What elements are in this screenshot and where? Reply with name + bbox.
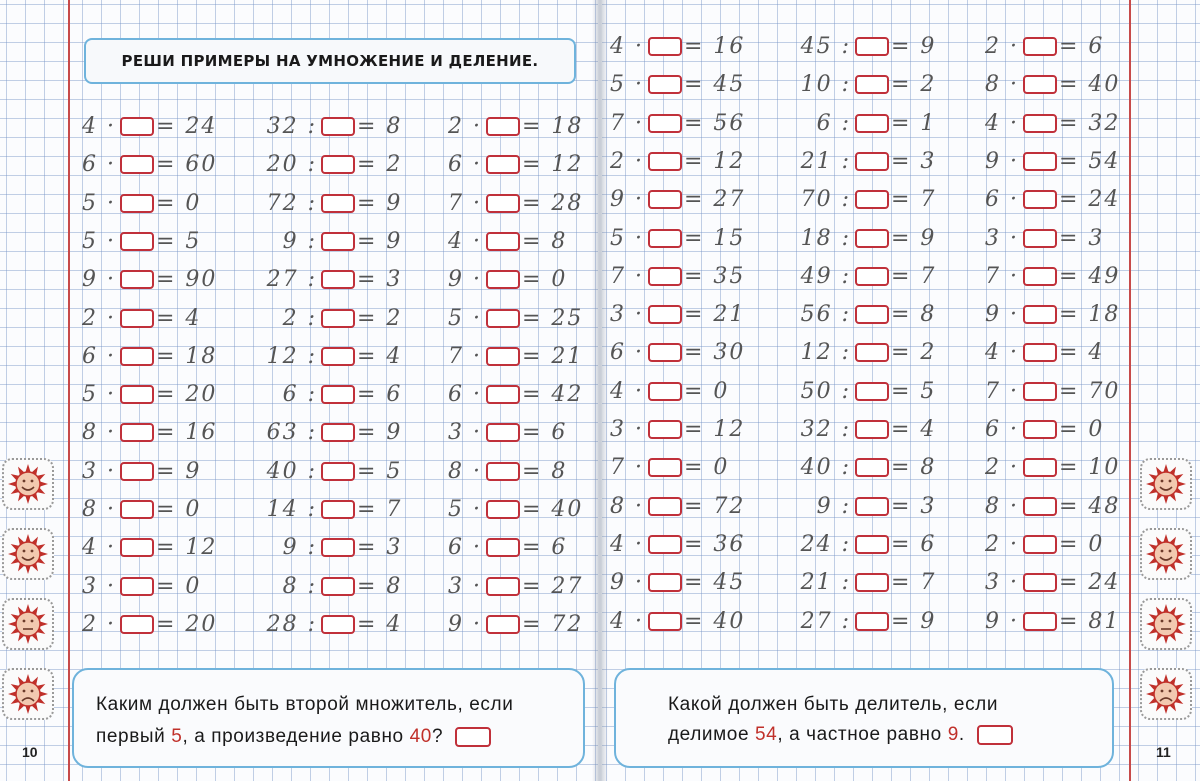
- equation-right-side: = 27: [684, 187, 746, 213]
- question-text: делимое: [668, 724, 755, 745]
- equation-right-side: = 0: [156, 190, 202, 216]
- equation-left-side: 8 ·: [985, 72, 1019, 98]
- equation-left-side: 24 :: [800, 531, 851, 557]
- equation-right-side: = 4: [357, 611, 403, 637]
- equation-row: [0, 338, 1200, 368]
- equation-left-side: 9 :: [282, 535, 317, 561]
- equation-row: [0, 109, 1200, 139]
- equation-right-side: = 40: [1059, 72, 1121, 98]
- equation-right-side: = 20: [156, 382, 218, 408]
- equation-right-side: = 20: [156, 611, 218, 637]
- equation-left-side: 4 ·: [610, 531, 644, 557]
- equation-left-side: 6 ·: [610, 340, 644, 366]
- equation-left-side: 2 ·: [82, 305, 116, 331]
- equation-right-side: = 6: [891, 531, 937, 557]
- answer-box[interactable]: [1023, 535, 1057, 554]
- equation-row: [0, 607, 1200, 637]
- answer-box[interactable]: [1023, 612, 1057, 631]
- equation-left-side: 7 ·: [448, 190, 482, 216]
- question-text: , а частное равно: [777, 724, 948, 745]
- equation-right-side: = 0: [684, 455, 730, 481]
- equation-row: [0, 300, 1200, 330]
- equation-left-side: 3 ·: [610, 302, 644, 328]
- equation-right-side: = 10: [1059, 455, 1121, 481]
- equation-left-side: 7 ·: [610, 110, 644, 136]
- equation-right-side: = 3: [357, 267, 403, 293]
- equation-right-side: = 9: [156, 458, 202, 484]
- equation-left-side: 6 ·: [448, 535, 482, 561]
- answer-box[interactable]: [1023, 573, 1057, 592]
- equation-row: [0, 70, 1200, 100]
- page-number-left: 10: [22, 744, 38, 760]
- equation-right-side: = 7: [891, 570, 937, 596]
- equation-left-side: 49 :: [800, 263, 851, 289]
- equation-right-side: = 8: [891, 455, 937, 481]
- equation-left-side: 7 ·: [985, 378, 1019, 404]
- equation-left-side: 3 ·: [82, 573, 116, 599]
- equation-right-side: = 32: [1059, 110, 1121, 136]
- equation-left-side: 20 :: [266, 152, 317, 178]
- question-number: 54: [755, 724, 778, 745]
- equation-left-side: 3 ·: [985, 225, 1019, 251]
- equation-left-side: 14 :: [266, 497, 317, 522]
- equation-left-side: 5 ·: [82, 382, 116, 408]
- equation-right-side: = 0: [1059, 417, 1105, 442]
- equation-right-side: = 8: [522, 228, 568, 254]
- equation-left-side: 7 ·: [985, 263, 1019, 289]
- equation-right-side: = 2: [357, 152, 403, 178]
- equation-right-side: = 7: [357, 497, 403, 522]
- equation-left-side: 12 :: [266, 343, 317, 369]
- equation-row: [0, 492, 1200, 522]
- equation-left-side: 9 ·: [985, 302, 1019, 328]
- equation-right-side: = 16: [684, 34, 746, 59]
- equation-right-side: = 4: [891, 417, 937, 442]
- equation-left-side: 5 ·: [82, 228, 116, 254]
- equation-left-side: 9 ·: [610, 187, 644, 213]
- answer-box[interactable]: [1023, 267, 1057, 286]
- equation-left-side: 6 ·: [448, 152, 482, 178]
- equation-row: [0, 224, 1200, 254]
- equation-right-side: = 8: [357, 114, 403, 139]
- equation-left-side: 7 ·: [610, 455, 644, 481]
- sun-sad-icon[interactable]: [2, 668, 54, 720]
- equation-right-side: = 6: [522, 535, 568, 561]
- equation-right-side: = 49: [1059, 263, 1121, 289]
- equation-left-side: 63 :: [266, 420, 317, 446]
- equation-right-side: = 8: [522, 458, 568, 484]
- equation-right-side: = 18: [1059, 302, 1121, 328]
- equation-left-side: 6 :: [816, 110, 851, 136]
- equation-left-side: 6 ·: [985, 187, 1019, 213]
- equation-left-side: 50 :: [800, 378, 851, 404]
- equation-right-side: = 2: [357, 305, 403, 331]
- question-number: 40: [409, 726, 432, 747]
- sun-neutral-icon[interactable]: [1140, 598, 1192, 650]
- equation-left-side: 3 ·: [985, 570, 1019, 596]
- equation-right-side: = 9: [891, 34, 937, 59]
- question-text: ?: [431, 726, 444, 747]
- equation-left-side: 7 ·: [448, 343, 482, 369]
- question-number: 5: [171, 726, 183, 747]
- equation-right-side: = 9: [891, 608, 937, 634]
- equation-right-side: = 90: [156, 267, 218, 293]
- equation-right-side: = 12: [684, 148, 746, 174]
- equation-right-side: = 6: [522, 420, 568, 446]
- sun-smile-icon[interactable]: [1140, 528, 1192, 580]
- equation-right-side: = 21: [522, 343, 584, 369]
- equation-left-side: 40 :: [800, 455, 851, 481]
- question-line-1: Каким должен быть второй множитель, если: [96, 694, 514, 715]
- question-text: .: [958, 724, 965, 745]
- equation-left-side: 27 :: [800, 608, 851, 634]
- equation-left-side: 5 ·: [610, 72, 644, 98]
- equation-left-side: 8 ·: [610, 493, 644, 519]
- equation-left-side: 5 ·: [448, 497, 482, 522]
- page-number-right: 11: [1156, 744, 1171, 760]
- answer-box[interactable]: [1023, 190, 1057, 209]
- equation-row: [0, 262, 1200, 292]
- equation-left-side: 40 :: [266, 458, 317, 484]
- equation-left-side: 3 ·: [448, 420, 482, 446]
- equation-right-side: = 35: [684, 263, 746, 289]
- equation-right-side: = 2: [891, 72, 937, 98]
- equation-right-side: = 18: [522, 114, 584, 139]
- equation-left-side: 2 ·: [985, 531, 1019, 557]
- equation-left-side: 6 ·: [985, 417, 1019, 442]
- equation-row: [0, 415, 1200, 445]
- equation-left-side: 4 ·: [448, 228, 482, 254]
- equation-left-side: 2 ·: [610, 148, 644, 174]
- equation-left-side: 6 ·: [82, 152, 116, 178]
- equation-right-side: = 5: [156, 228, 202, 254]
- equation-right-side: = 56: [684, 110, 746, 136]
- equation-right-side: = 4: [1059, 340, 1105, 366]
- equation-right-side: = 8: [357, 573, 403, 599]
- equation-left-side: 18 :: [800, 225, 851, 251]
- equation-left-side: 5 ·: [610, 225, 644, 251]
- equation-left-side: 27 :: [266, 267, 317, 293]
- equation-left-side: 6 :: [282, 382, 317, 408]
- equation-right-side: = 72: [684, 493, 746, 519]
- question-number: 9: [947, 724, 959, 745]
- question-box-left: [72, 668, 585, 768]
- equation-left-side: 3 ·: [448, 573, 482, 599]
- answer-box[interactable]: [1023, 75, 1057, 94]
- equation-right-side: = 3: [1059, 225, 1105, 251]
- equation-row: [0, 32, 1200, 62]
- answer-box[interactable]: [1023, 152, 1057, 171]
- equation-left-side: 2 ·: [985, 34, 1019, 59]
- equation-left-side: 2 ·: [448, 114, 482, 139]
- answer-box[interactable]: [977, 725, 1013, 745]
- equation-right-side: = 27: [522, 573, 584, 599]
- equation-right-side: = 30: [684, 340, 746, 366]
- equation-left-side: 8 ·: [448, 458, 482, 484]
- equation-left-side: 9 :: [282, 228, 317, 254]
- equation-right-side: = 42: [522, 382, 584, 408]
- answer-box[interactable]: [1023, 305, 1057, 324]
- equation-left-side: 4 ·: [610, 608, 644, 634]
- equation-left-side: 3 ·: [610, 417, 644, 442]
- equation-left-side: 28 :: [266, 611, 317, 637]
- equation-right-side: = 0: [522, 267, 568, 293]
- equation-right-side: = 3: [891, 148, 937, 174]
- equation-left-side: 12 :: [800, 340, 851, 366]
- equation-right-side: = 5: [357, 458, 403, 484]
- equation-right-side: = 2: [891, 340, 937, 366]
- equation-left-side: 6 ·: [448, 382, 482, 408]
- answer-box[interactable]: [1023, 497, 1057, 516]
- equation-right-side: = 0: [156, 573, 202, 599]
- equation-left-side: 4 ·: [82, 535, 116, 561]
- equation-right-side: = 8: [891, 302, 937, 328]
- equation-left-side: 9 :: [816, 493, 851, 519]
- equation-left-side: 3 ·: [82, 458, 116, 484]
- equation-right-side: = 36: [684, 531, 746, 557]
- equation-left-side: 21 :: [800, 148, 851, 174]
- equation-left-side: 2 ·: [985, 455, 1019, 481]
- equation-left-side: 70 :: [800, 187, 851, 213]
- equation-left-side: 9 ·: [448, 611, 482, 637]
- equation-left-side: 5 ·: [82, 190, 116, 216]
- equation-left-side: 9 ·: [610, 570, 644, 596]
- equation-right-side: = 6: [1059, 34, 1105, 59]
- equation-left-side: 21 :: [800, 570, 851, 596]
- equation-right-side: = 12: [684, 417, 746, 442]
- equation-left-side: 4 ·: [610, 34, 644, 59]
- sun-neutral-icon[interactable]: [2, 598, 54, 650]
- question-text: первый: [96, 726, 172, 747]
- equation-left-side: 32 :: [266, 114, 317, 139]
- equation-right-side: = 45: [684, 570, 746, 596]
- answer-box[interactable]: [1023, 343, 1057, 362]
- equation-right-side: = 1: [891, 110, 937, 136]
- equation-right-side: = 4: [357, 343, 403, 369]
- equation-left-side: 4 ·: [610, 378, 644, 404]
- equation-right-side: = 40: [522, 497, 584, 522]
- answer-box[interactable]: [1023, 382, 1057, 401]
- answer-box[interactable]: [1023, 458, 1057, 477]
- equation-right-side: = 0: [684, 378, 730, 404]
- equation-left-side: 9 ·: [448, 267, 482, 293]
- equation-right-side: = 9: [357, 420, 403, 446]
- equation-right-side: = 15: [684, 225, 746, 251]
- equation-left-side: 7 ·: [610, 263, 644, 289]
- equation-right-side: = 24: [1059, 187, 1121, 213]
- equation-right-side: = 70: [1059, 378, 1121, 404]
- sun-smile-icon[interactable]: [2, 458, 54, 510]
- equation-left-side: 56 :: [800, 302, 851, 328]
- equation-right-side: = 81: [1059, 608, 1121, 634]
- equation-row: [0, 185, 1200, 215]
- equation-right-side: = 72: [522, 611, 584, 637]
- equation-left-side: 2 :: [282, 305, 317, 331]
- equation-left-side: 45 :: [800, 34, 851, 59]
- equation-right-side: = 25: [522, 305, 584, 331]
- question-text: , а произведение равно: [182, 726, 410, 747]
- equation-right-side: = 9: [357, 228, 403, 254]
- equation-left-side: 8 ·: [985, 493, 1019, 519]
- question-line-2: [96, 726, 491, 748]
- equation-right-side: = 3: [891, 493, 937, 519]
- sun-smile-icon[interactable]: [2, 528, 54, 580]
- equation-left-side: 8 :: [282, 573, 317, 599]
- equation-right-side: = 7: [891, 263, 937, 289]
- question-line-2: [668, 724, 1013, 746]
- equation-right-side: = 28: [522, 190, 584, 216]
- equation-left-side: 10 :: [800, 72, 851, 98]
- equation-left-side: 6 ·: [82, 343, 116, 369]
- equation-left-side: 9 ·: [985, 608, 1019, 634]
- equation-right-side: = 7: [891, 187, 937, 213]
- answer-box[interactable]: [1023, 229, 1057, 248]
- equation-right-side: = 12: [522, 152, 584, 178]
- sun-sad-icon[interactable]: [1140, 668, 1192, 720]
- answer-box[interactable]: [1023, 114, 1057, 133]
- equation-row: [0, 568, 1200, 598]
- task-title: РЕШИ ПРИМЕРЫ НА УМНОЖЕНИЕ И ДЕЛЕНИЕ.: [121, 52, 539, 70]
- equation-right-side: = 3: [357, 535, 403, 561]
- equation-right-side: = 4: [156, 305, 202, 331]
- equation-left-side: 72 :: [266, 190, 317, 216]
- equation-row: [0, 147, 1200, 177]
- equation-left-side: 32 :: [800, 417, 851, 442]
- equation-right-side: = 45: [684, 72, 746, 98]
- answer-box[interactable]: [455, 727, 491, 747]
- equation-right-side: = 9: [357, 190, 403, 216]
- answer-box[interactable]: [1023, 420, 1057, 439]
- sun-smile-icon[interactable]: [1140, 458, 1192, 510]
- equation-left-side: 4 ·: [985, 110, 1019, 136]
- equation-left-side: 9 ·: [82, 267, 116, 293]
- equation-right-side: = 40: [684, 608, 746, 634]
- equation-right-side: = 54: [1059, 148, 1121, 174]
- equation-right-side: = 0: [156, 497, 202, 522]
- equation-left-side: 5 ·: [448, 305, 482, 331]
- question-box-right: [614, 668, 1114, 768]
- equation-left-side: 9 ·: [985, 148, 1019, 174]
- equation-row: [0, 530, 1200, 560]
- equation-right-side: = 60: [156, 152, 218, 178]
- equation-right-side: = 21: [684, 302, 746, 328]
- equation-row: [0, 377, 1200, 407]
- equation-right-side: = 6: [357, 382, 403, 408]
- equation-left-side: 4 ·: [82, 114, 116, 139]
- equation-left-side: 8 ·: [82, 497, 116, 522]
- equation-left-side: 2 ·: [82, 611, 116, 637]
- equation-left-side: 4 ·: [985, 340, 1019, 366]
- equation-right-side: = 24: [156, 114, 218, 139]
- equation-row: [0, 453, 1200, 483]
- question-line-1: Какой должен быть делитель, если: [668, 694, 999, 715]
- equation-right-side: = 18: [156, 343, 218, 369]
- equation-right-side: = 0: [1059, 531, 1105, 557]
- equation-right-side: = 9: [891, 225, 937, 251]
- equation-right-side: = 16: [156, 420, 218, 446]
- equation-right-side: = 5: [891, 378, 937, 404]
- equation-left-side: 8 ·: [82, 420, 116, 446]
- answer-box[interactable]: [1023, 37, 1057, 56]
- equation-right-side: = 48: [1059, 493, 1121, 519]
- equation-right-side: = 12: [156, 535, 218, 561]
- equation-right-side: = 24: [1059, 570, 1121, 596]
